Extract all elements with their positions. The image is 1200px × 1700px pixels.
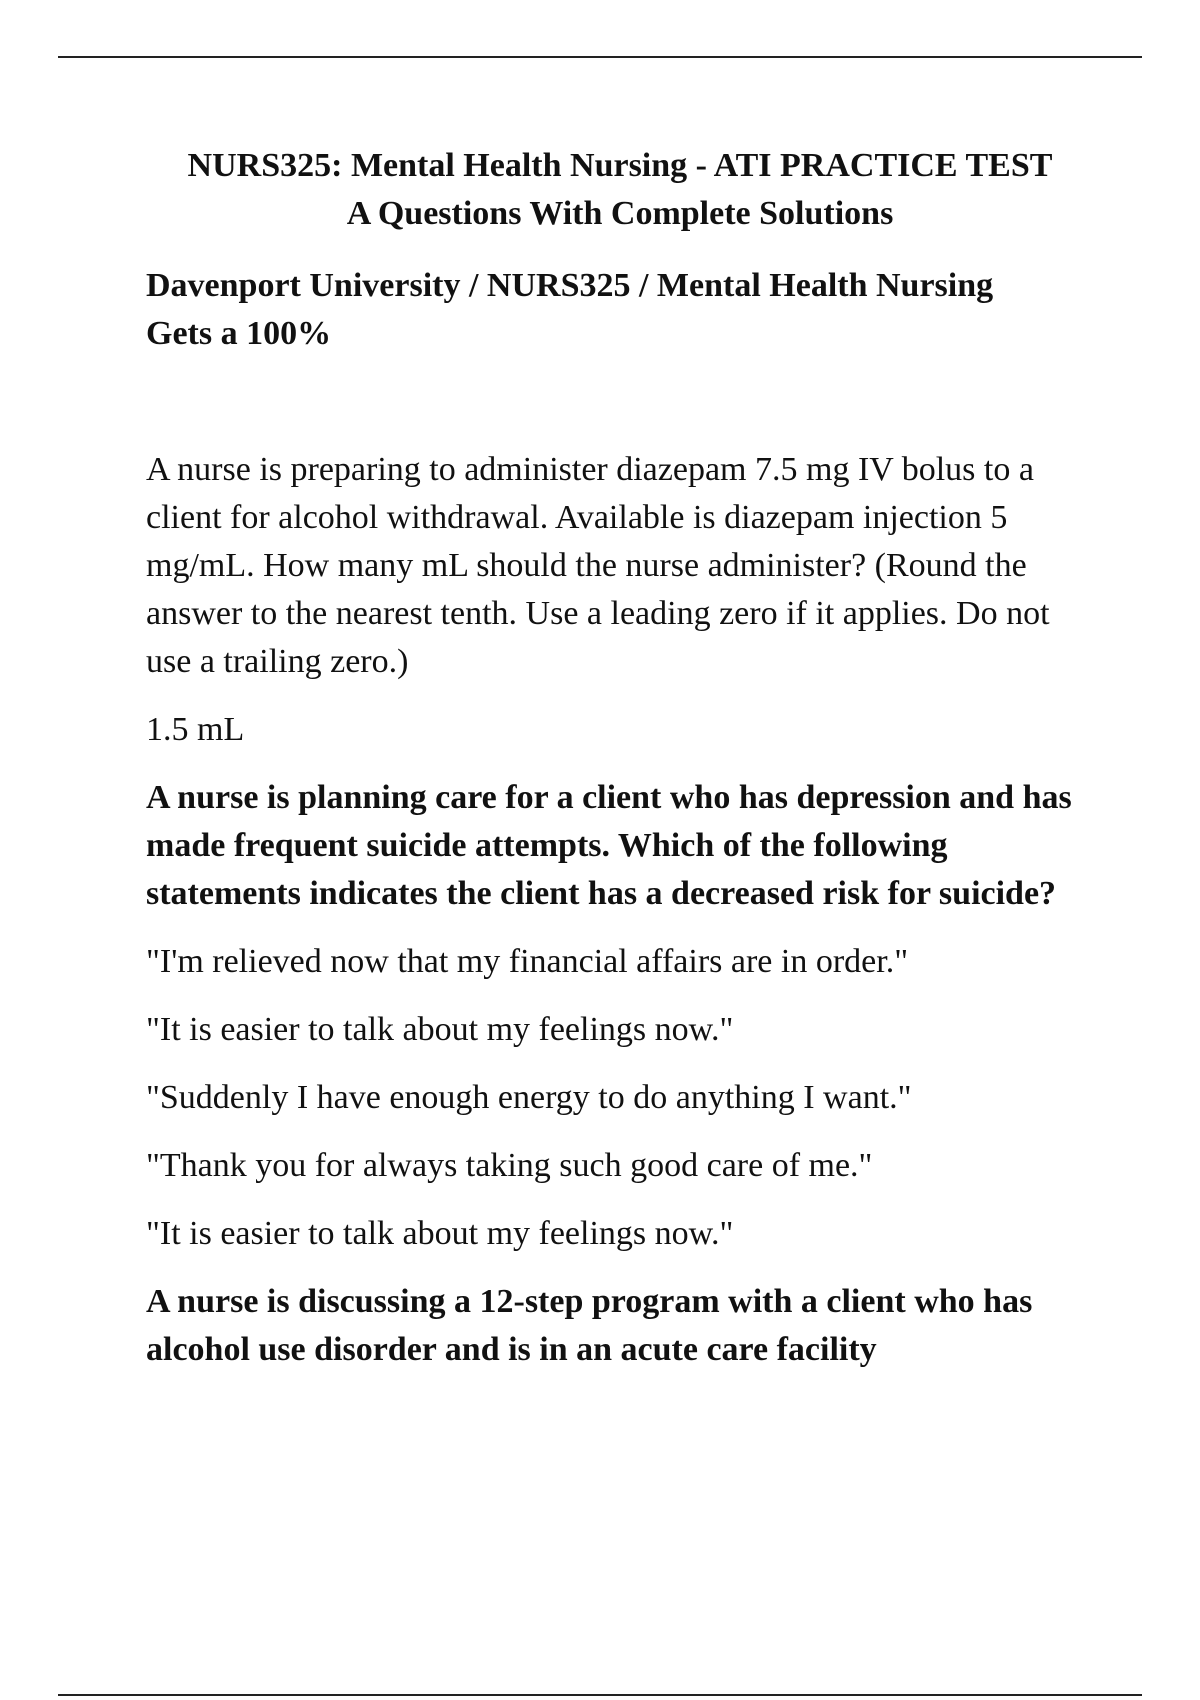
answer-1: 1.5 mL bbox=[146, 711, 245, 748]
answer-2: "It is easier to talk about my feelings now." bbox=[146, 1215, 734, 1252]
document-body bbox=[146, 446, 1086, 1394]
document-title bbox=[140, 142, 1100, 238]
question-3: A nurse is discussing a 12-step program with a client who has alcohol use disorder and is in an acute care facility bbox=[146, 1283, 1033, 1368]
question-1: A nurse is preparing to administer diazepam 7.5 mg IV bolus to a client for alcohol withdrawal. Available is diazepam injection 5 mg/mL. How many mL should the nurse administer? (Round the answer to the nearest tenth. Use a leading zero if it applies. Do not use a trailing zero.) bbox=[146, 451, 1050, 680]
option: "Suddenly I have enough energy to do anything I want." bbox=[146, 1079, 912, 1116]
title-line-1: NURS325: Mental Health Nursing - ATI PRACTICE TEST bbox=[187, 147, 1053, 184]
subtitle-line-2: Gets a 100% bbox=[146, 315, 332, 352]
option: "It is easier to talk about my feelings now." bbox=[146, 1011, 734, 1048]
top-rule bbox=[58, 56, 1142, 58]
option: "Thank you for always taking such good care of me." bbox=[146, 1147, 873, 1184]
subtitle-line-1: Davenport University / NURS325 / Mental Health Nursing bbox=[146, 267, 994, 304]
question-2: A nurse is planning care for a client who has depression and has made frequent suicide attempts. Which of the following statements indicates the client has a decreased risk for suicide? bbox=[146, 779, 1072, 912]
document-subtitle bbox=[146, 262, 1106, 358]
option: "I'm relieved now that my financial affairs are in order." bbox=[146, 943, 909, 980]
title-line-2: A Questions With Complete Solutions bbox=[346, 195, 894, 232]
bottom-rule bbox=[58, 1694, 1142, 1696]
